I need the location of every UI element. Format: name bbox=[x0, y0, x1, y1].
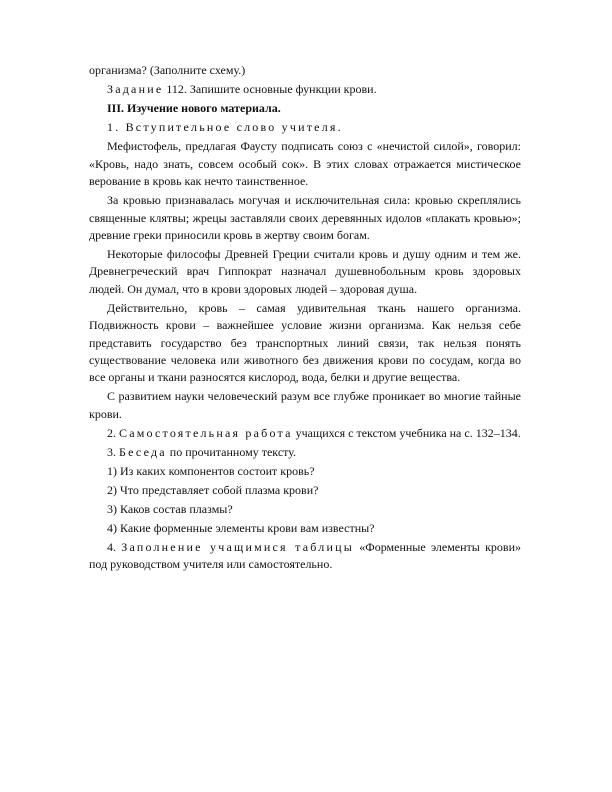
step-3-text: по прочитанному тексту. bbox=[166, 444, 297, 459]
question-item: 4) Какие форменные элементы крови вам известны? bbox=[107, 520, 375, 535]
step-4 bbox=[89, 539, 521, 574]
task-112 bbox=[89, 81, 521, 98]
step-1-heading bbox=[89, 119, 521, 136]
step-4-text: «Форменные элементы крови» под руководством учителя или самостоятельно. bbox=[89, 539, 522, 572]
question-item: 1) Из каких компонентов состоит кровь? bbox=[107, 463, 315, 478]
intro-line: организма? (Заполните схему.) bbox=[89, 63, 246, 77]
section-title: III. Изучение нового материала. bbox=[107, 101, 281, 116]
step-1-label: 1. Вступительное слово учителя. bbox=[107, 120, 343, 135]
question-item: 2) Что представляет собой плазма крови? bbox=[107, 482, 319, 497]
step-4-prefix: 4. bbox=[107, 539, 122, 554]
step-2 bbox=[89, 425, 521, 442]
paragraph: Действительно, кровь – самая удивительная ткань нашего организма. Подвижность крови – важнейшее условие жизни организма. Как нельзя себе представить государство без транспортных линий связи, так нельзя понять существование человека или животного без движения крови по сосудам, когда во все органы и ткани разносятся кислород, вода, белки и другие вещества. bbox=[89, 300, 521, 385]
paragraph: Некоторые философы Древней Греции считали кровь и душу одним и тем же. Древнегреческий врач Гиппократ назначал душевнобольным кровь здоровых людей. Он думал, что в крови здоровых людей – здоровая душа. bbox=[89, 247, 521, 296]
task-text: 112. Запишите основные функции крови. bbox=[163, 82, 377, 96]
step-4-label: Заполнение учащимися таблицы bbox=[121, 539, 354, 554]
question-item: 3) Каков состав плазмы? bbox=[107, 501, 233, 516]
paragraph: За кровью признавалась могучая и исключительная сила: кровью скреплялись священные клятвы; жрецы заставляли своих деревянных идолов «плакать кровью»; древние греки приносили кровь в жертву своим богам. bbox=[89, 193, 521, 243]
paragraph: С развитием науки человеческий разум все глубже проникает во многие тайные крови. bbox=[89, 389, 521, 421]
step-2-text: учащихся с текстом учебника на с. 132–134. bbox=[292, 425, 521, 440]
paragraph: Мефистофель, предлагая Фаусту подписать союз с «нечистой силой», говорил: «Кровь, надо знать, совсем особый сок». В этих словах отражается мистическое верование в кровь как нечто таинственное. bbox=[89, 139, 521, 189]
step-3-prefix: 3. bbox=[107, 444, 119, 459]
step-3 bbox=[89, 444, 521, 461]
task-label: Задание bbox=[107, 82, 164, 96]
document-page bbox=[89, 62, 521, 575]
step-3-label: Беседа bbox=[119, 444, 167, 459]
step-2-prefix: 2. bbox=[107, 425, 119, 440]
step-2-label: Самостоятельная работа bbox=[119, 425, 293, 440]
